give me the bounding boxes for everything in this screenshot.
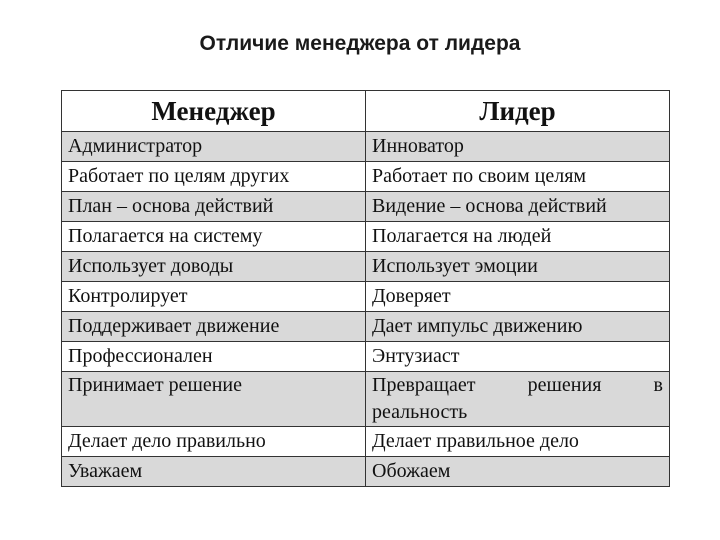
manager-cell: Полагается на систему <box>62 222 366 252</box>
table-row <box>62 192 670 222</box>
table-row <box>62 372 670 427</box>
table-row <box>62 222 670 252</box>
leader-cell: Использует эмоции <box>366 252 670 282</box>
leader-word: в <box>653 374 663 396</box>
leader-cell: Дает импульс движению <box>366 312 670 342</box>
leader-word: решения <box>527 374 602 396</box>
table-row <box>62 132 670 162</box>
leader-cell: Видение – основа действий <box>366 192 670 222</box>
manager-cell: Контролирует <box>62 282 366 312</box>
table-row <box>62 282 670 312</box>
manager-cell: Принимает решение <box>62 372 366 427</box>
manager-cell: Уважаем <box>62 457 366 487</box>
header-leader: Лидер <box>366 91 670 132</box>
manager-cell: План – основа действий <box>62 192 366 222</box>
leader-cell: Работает по своим целям <box>366 162 670 192</box>
leader-cell: Доверяет <box>366 282 670 312</box>
header-manager: Менеджер <box>62 91 366 132</box>
leader-word: Превращает <box>372 374 476 396</box>
table-row <box>62 312 670 342</box>
comparison-table <box>61 90 670 487</box>
manager-cell: Работает по целям других <box>62 162 366 192</box>
leader-cell: Энтузиаст <box>366 342 670 372</box>
table-row <box>62 427 670 457</box>
table-row <box>62 162 670 192</box>
leader-cell <box>366 372 670 427</box>
table-row <box>62 252 670 282</box>
table-header-row <box>62 91 670 132</box>
table-row <box>62 457 670 487</box>
manager-cell: Администратор <box>62 132 366 162</box>
manager-cell: Использует доводы <box>62 252 366 282</box>
leader-cell-line-1 <box>372 372 663 399</box>
leader-cell: Делает правильное дело <box>366 427 670 457</box>
manager-cell: Профессионален <box>62 342 366 372</box>
manager-cell: Делает дело правильно <box>62 427 366 457</box>
leader-cell: Обожаем <box>366 457 670 487</box>
leader-cell-line-2: реальность <box>372 401 468 423</box>
leader-cell: Полагается на людей <box>366 222 670 252</box>
manager-cell: Поддерживает движение <box>62 312 366 342</box>
leader-cell: Инноватор <box>366 132 670 162</box>
page-title: Отличие менеджера от лидера <box>199 32 521 55</box>
table-row <box>62 342 670 372</box>
